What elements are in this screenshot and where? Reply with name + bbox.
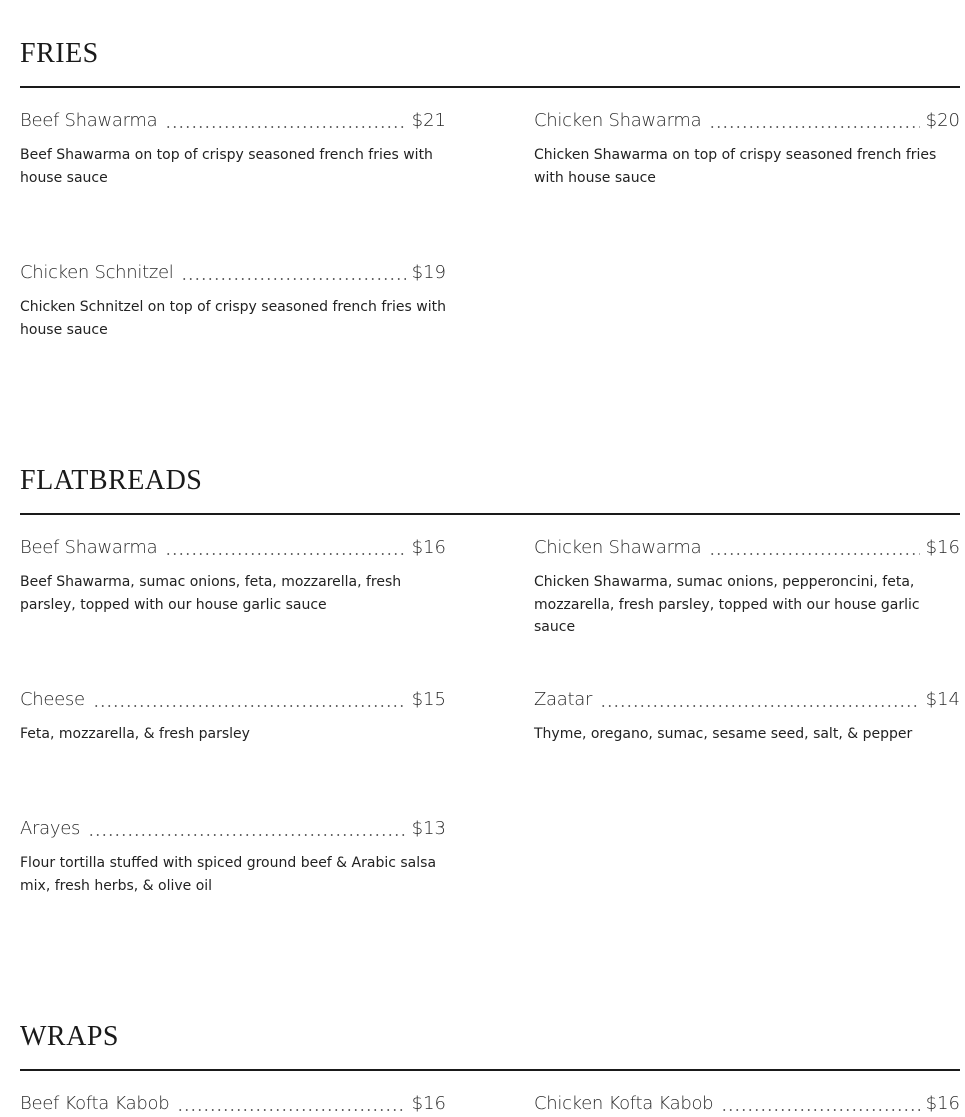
item-price: $16 [925, 1093, 960, 1114]
item-price: $15 [411, 689, 446, 710]
dot-leader [165, 115, 405, 129]
item-description: Beef Shawarma, sumac onions, feta, mozzarella, fresh parsley, topped with our house garlic sauce [20, 574, 402, 613]
item-name: Beef Shawarma [20, 110, 158, 131]
dot-leader [600, 694, 920, 708]
item-price: $20 [925, 110, 960, 131]
item-price: $21 [411, 110, 446, 131]
item-name: Chicken Shawarma [534, 537, 702, 558]
item-description: Chicken Shawarma on top of crispy seasoned french fries with house sauce [534, 147, 937, 186]
dot-leader [165, 542, 405, 556]
item-price: $16 [411, 1093, 446, 1114]
item-name: Cheese [20, 689, 85, 710]
item-price: $16 [411, 537, 446, 558]
item-name: Beef Shawarma [20, 537, 158, 558]
menu-item [20, 687, 446, 746]
dot-leader [88, 823, 406, 837]
item-name: Chicken Kofta Kabob [534, 1093, 714, 1114]
item-description: Thyme, oregano, sumac, sesame seed, salt, & pepper [534, 726, 913, 742]
item-name: Zaatar [534, 689, 593, 710]
menu-item [534, 1091, 960, 1117]
menu-item [534, 687, 960, 746]
dot-leader [181, 267, 405, 281]
item-description: Flour tortilla stuffed with spiced ground beef & Arabic salsa mix, fresh herbs, & olive oil [20, 855, 437, 894]
menu-item [20, 1091, 446, 1117]
item-price: $16 [925, 537, 960, 558]
item-name: Chicken Schnitzel [20, 262, 174, 283]
dot-leader [177, 1098, 405, 1112]
item-description: Feta, mozzarella, & fresh parsley [20, 726, 250, 742]
menu-section-flatbreads [20, 461, 960, 894]
item-description: Beef Shawarma on top of crispy seasoned french fries with house sauce [20, 147, 433, 186]
dot-leader [709, 542, 919, 556]
section-divider [20, 513, 960, 515]
menu-item [534, 535, 960, 639]
menu-section-fries [20, 34, 960, 338]
section-divider [20, 1069, 960, 1071]
menu-item [20, 108, 446, 189]
section-title: FLATBREADS [20, 465, 203, 496]
section-title: FRIES [20, 38, 99, 69]
item-price: $19 [411, 262, 446, 283]
section-title: WRAPS [20, 1021, 119, 1052]
section-divider [20, 86, 960, 88]
item-name: Arayes [20, 818, 81, 839]
dot-leader [93, 694, 406, 708]
menu-item [20, 816, 446, 897]
menu-item [20, 260, 446, 341]
menu-section-wraps [20, 1017, 960, 1114]
item-description: Chicken Schnitzel on top of crispy seasoned french fries with house sauce [20, 299, 446, 338]
dot-leader [709, 115, 919, 129]
item-price: $13 [411, 818, 446, 839]
item-price: $14 [925, 689, 960, 710]
item-name: Chicken Shawarma [534, 110, 702, 131]
menu-item [20, 535, 446, 616]
item-name: Beef Kofta Kabob [20, 1093, 170, 1114]
menu-item [534, 108, 960, 189]
dot-leader [721, 1098, 919, 1112]
item-description: Chicken Shawarma, sumac onions, pepperoncini, feta, mozzarella, fresh parsley, topped with our house garlic sauce [534, 574, 920, 635]
